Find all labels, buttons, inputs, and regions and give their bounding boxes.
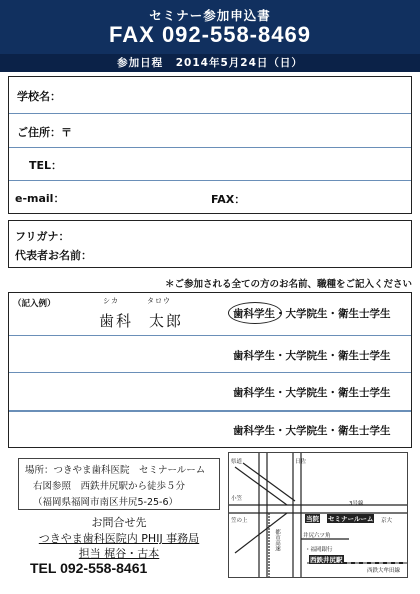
representative-box [8,220,412,268]
contact-tel: TEL 092-558-8461 [30,560,148,576]
contact-persons: 担当 梶谷・古本 [78,547,160,560]
address-label: ご住所：〒 [17,126,72,139]
school-label: 学校名： [17,90,61,103]
participant-row[interactable] [9,411,411,447]
example-given-name: 太郎 [149,312,184,330]
email-label: e-mail： [15,192,65,205]
participant-row[interactable] [9,373,411,411]
representative-name-label: 代表者お名前： [15,249,92,262]
map-label-highway: 都市高速 [274,529,280,551]
form-title: セミナー参加申込書 [149,8,271,23]
map-label-route: 3号線 [349,501,364,507]
location-box [18,458,220,510]
example-category: 歯科学生・大学院生・衛生士学生 [233,308,391,320]
participant-category[interactable]: 歯科学生・大学院生・衛生士学生 [233,425,391,437]
example-ruby-given: タロウ [147,297,171,305]
date-label: 参加日程 [117,57,164,69]
map-label-station: 西鉄井尻駅 [310,556,343,564]
fax-number-heading: FAX 092-558-8469 [109,22,311,47]
contact-info-box [8,76,412,214]
map-label-line: 西鉄大牟田線 [367,568,401,574]
participant-category[interactable]: 歯科学生・大学院生・衛生士学生 [233,387,391,399]
map-label-seminar: セミナールーム [328,515,374,523]
example-label: （記入例） [13,299,56,309]
contact-organization: つきやま歯科医院内 PHIJ 事務局 [38,532,200,545]
location-line-2: 右図参照 西鉄井尻駅から徒歩５分 [33,481,186,492]
map-label-road3: 小笠 [231,496,243,502]
participant-category[interactable]: 歯科学生・大学院生・衛生士学生 [233,350,391,362]
example-row [9,293,411,336]
map-label-road2: 日佐 [295,459,307,465]
date-bar [0,54,420,72]
example-ruby-family: シカ [103,297,119,305]
header-banner [0,0,420,72]
map-label-bank: ・福岡銀行 [305,547,333,553]
participant-row[interactable] [9,336,411,373]
date-value: 2014年5月24日（日） [175,57,303,69]
fax-label: FAX： [211,193,246,206]
tel-label: TEL： [29,159,63,172]
tel-row[interactable] [9,148,411,181]
map-label-road4: 笠の上 [231,518,248,524]
access-map [228,452,408,578]
map-label-clinic: 当院 [306,515,319,523]
location-line-3: （福岡県福岡市南区井尻5-25-6） [33,497,179,508]
address-row[interactable] [9,114,411,148]
email-fax-row[interactable] [9,181,411,213]
example-family-name: 歯科 [99,312,134,330]
map-label-kyodai: 京大 [381,518,393,524]
furigana-label: フリガナ： [15,230,70,243]
map-label-park: 井尻六ツ角 [303,533,331,539]
location-line-1: 場所：つきやま歯科医院 セミナールーム [25,465,206,476]
participants-table [8,292,412,448]
school-row[interactable] [9,77,411,114]
contact-heading: お問合せ先 [91,516,147,529]
map-label-road1: 県道 [231,459,243,465]
instruction-note: ＊ご参加される全ての方のお名前、職種をご記入ください [164,279,412,290]
